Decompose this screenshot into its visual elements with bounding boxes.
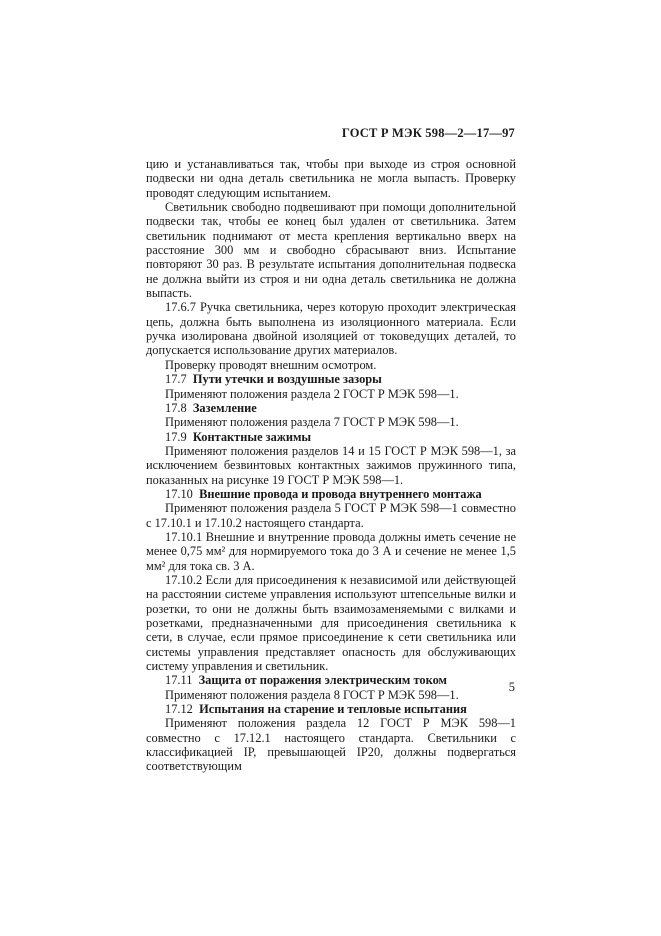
body-text [146, 157, 516, 774]
section-title: Испытания на старение и тепловые испытания [199, 702, 467, 717]
paragraph: 17.10.2 Если для присоединения к независимой или действующей на расстоянии системе управления используют штепсельные вилки и розетки, то они не должны быть взаимозаменяемыми с вилками и розетками, предназначенными для присоединения светильника к сети, в случае, если прямое присоединение к сети светильника или системы управления представляет опасность для обслуживающих систему управления и светильник. [146, 572, 516, 674]
section-number: 17.7 [165, 372, 187, 387]
paragraph: Применяют положения раздела 5 ГОСТ Р МЭК 598—1 совместно с 17.10.1 и 17.10.2 настоящего стандарта. [146, 501, 516, 530]
paragraph: Применяют положения раздела 7 ГОСТ Р МЭК 598—1. [165, 415, 459, 430]
section-heading [146, 673, 516, 687]
paragraph: 17.6.7 Ручка светильника, через которую проходит электрическая цепь, должна быть выполнена из изоляционного материала. Если ручка изолирована двойной изоляцией от токоведущих деталей, то допускается использование других материалов. [146, 300, 516, 358]
section-number: 17.8 [165, 400, 187, 415]
section-number: 17.9 [165, 429, 187, 444]
section-title: Внешние провода и провода внутреннего монтажа [199, 486, 482, 501]
paragraph: Применяют положения раздела 2 ГОСТ Р МЭК 598—1. [165, 386, 459, 401]
paragraph: Применяют положения раздела 8 ГОСТ Р МЭК 598—1. [165, 687, 459, 702]
section-heading [146, 487, 516, 501]
section-number: 17.10 [165, 486, 193, 501]
section-title: Контактные зажимы [192, 429, 312, 444]
paragraph: Применяют положения раздела 12 ГОСТ Р МЭК 598—1 совместно с 17.12.1 настоящего стандарта. Светильники с классификацией IP, превышающей IP20, должны подвергаться соответствующим [146, 716, 516, 774]
section-heading [146, 372, 516, 386]
paragraph: Светильник свободно подвешивают при помощи дополнительной подвески так, чтобы ее конец был удален от светильника. Затем светильник поднимают от места крепления вертикально вверх на расстояние 300 мм и свободно сбрасывают вниз. Испытание повторяют 30 раз. В результате испытания дополнительная подвеска не должна выйти из строя и ни одна деталь светильника не должна выпасть. [146, 200, 516, 301]
paragraph: Применяют положения разделов 14 и 15 ГОСТ Р МЭК 598—1, за исключением безвинтовых контактных зажимов пружинного типа, показанных на рисунке 19 ГОСТ Р МЭК 598—1. [146, 443, 516, 487]
page-header: ГОСТ Р МЭК 598—2—17—97 [341, 126, 515, 140]
section-title: Заземление [192, 400, 257, 415]
paragraph: цию и устанавливаться так, чтобы при выходе из строя основной подвески ни одна деталь светильника не могла выпасть. Проверку проводят следующим испытанием. [146, 157, 516, 200]
page-number: 5 [508, 680, 515, 694]
section-title: Пути утечки и воздушные зазоры [192, 372, 382, 387]
paragraph: Проверку проводят внешним осмотром. [165, 357, 377, 372]
section-heading [146, 430, 516, 444]
section-number: 17.12 [165, 702, 193, 717]
section-heading [146, 401, 516, 415]
section-title: Защита от поражения электрическим током [198, 673, 447, 688]
paragraph: 17.10.1 Внешние и внутренние провода должны иметь сечение не менее 0,75 мм² для нормируемого тока до 3 А и сечение не менее 1,5 мм² для тока св. 3 А. [146, 529, 516, 573]
section-number: 17.11 [165, 673, 193, 688]
section-heading [146, 702, 516, 716]
